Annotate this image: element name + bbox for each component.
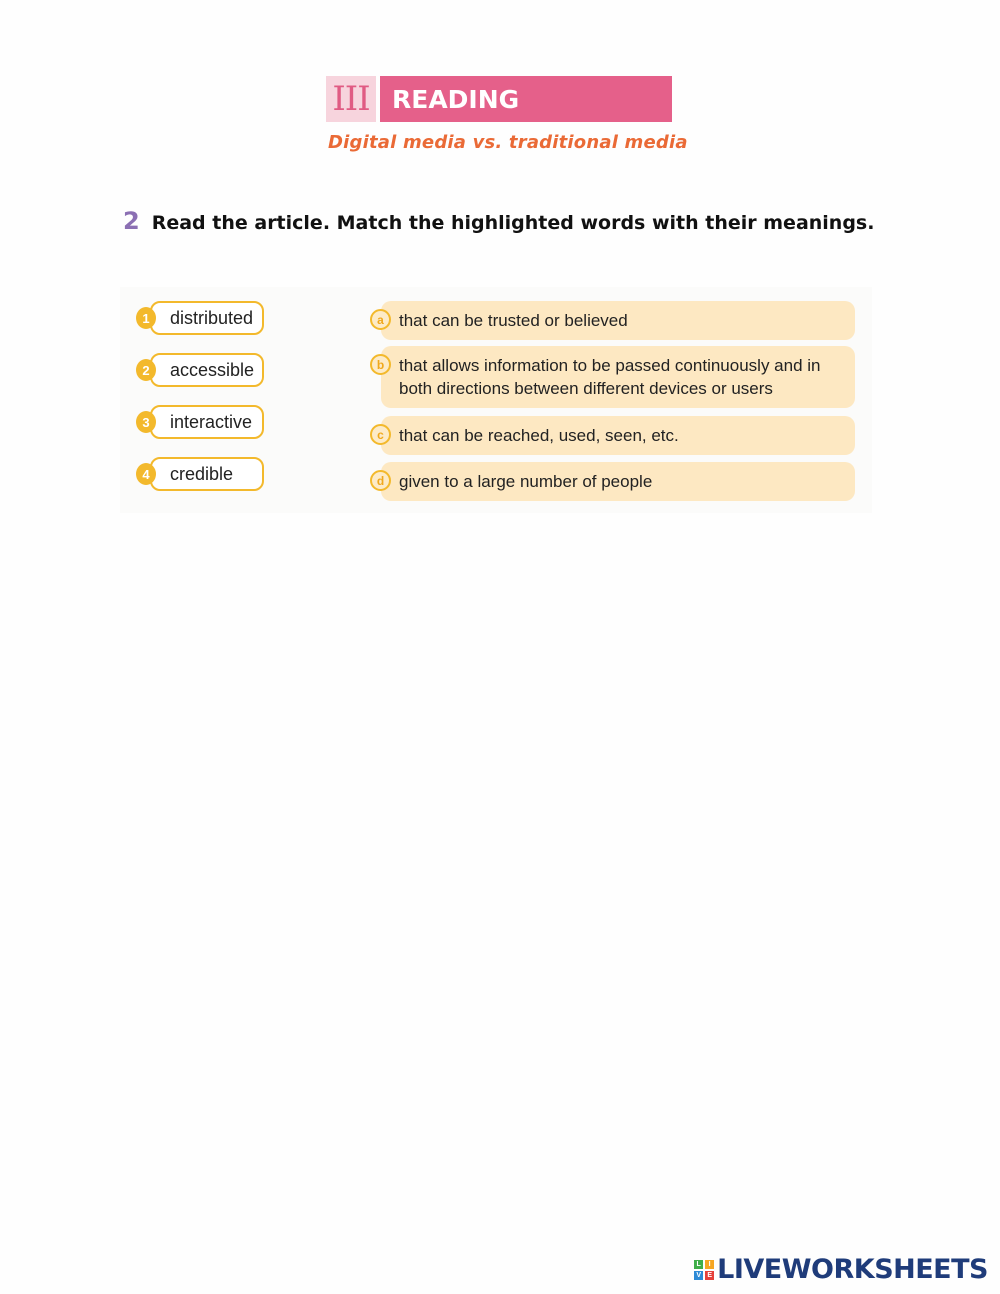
logo-letter: I [705,1260,714,1269]
letter-badge: c [370,424,391,445]
logo-letter: E [705,1271,714,1280]
word-item-3[interactable] [136,405,264,439]
number-badge: 2 [136,359,156,381]
word-label: distributed [150,301,264,335]
number-badge: 1 [136,307,156,329]
word-item-4[interactable] [136,457,264,491]
brand-name: LIVEWORKSHEETS [717,1254,988,1285]
meaning-text: that can be reached, used, seen, etc. [381,416,855,455]
liveworksheets-logo-icon [694,1260,714,1280]
logo-letter: V [694,1271,703,1280]
meaning-item-b[interactable] [370,346,855,408]
word-item-1[interactable] [136,301,264,335]
meaning-item-a[interactable] [370,301,855,340]
section-subtitle: Digital media vs. traditional media [328,132,688,153]
meaning-item-c[interactable] [370,416,855,455]
number-badge: 3 [136,411,156,433]
word-label: credible [150,457,264,491]
meaning-text: that can be trusted or believed [381,301,855,340]
section-number: III [326,76,376,122]
word-label: interactive [150,405,264,439]
number-badge: 4 [136,463,156,485]
task-number: 2 [123,207,140,235]
logo-letter: L [694,1260,703,1269]
task-text: Read the article. Match the highlighted words with their meanings. [151,212,875,234]
word-label: accessible [150,353,264,387]
liveworksheets-brand[interactable] [694,1254,988,1285]
letter-badge: a [370,309,391,330]
task-instruction [123,207,874,235]
letter-badge: d [370,470,391,491]
section-header [326,76,672,122]
section-title: READING [380,76,672,122]
matching-exercise [120,287,872,513]
letter-badge: b [370,354,391,375]
meaning-text: given to a large number of people [381,462,855,501]
meaning-item-d[interactable] [370,462,855,501]
meaning-text: that allows information to be passed continuously and in both directions between different devices or users [381,346,855,408]
word-item-2[interactable] [136,353,264,387]
